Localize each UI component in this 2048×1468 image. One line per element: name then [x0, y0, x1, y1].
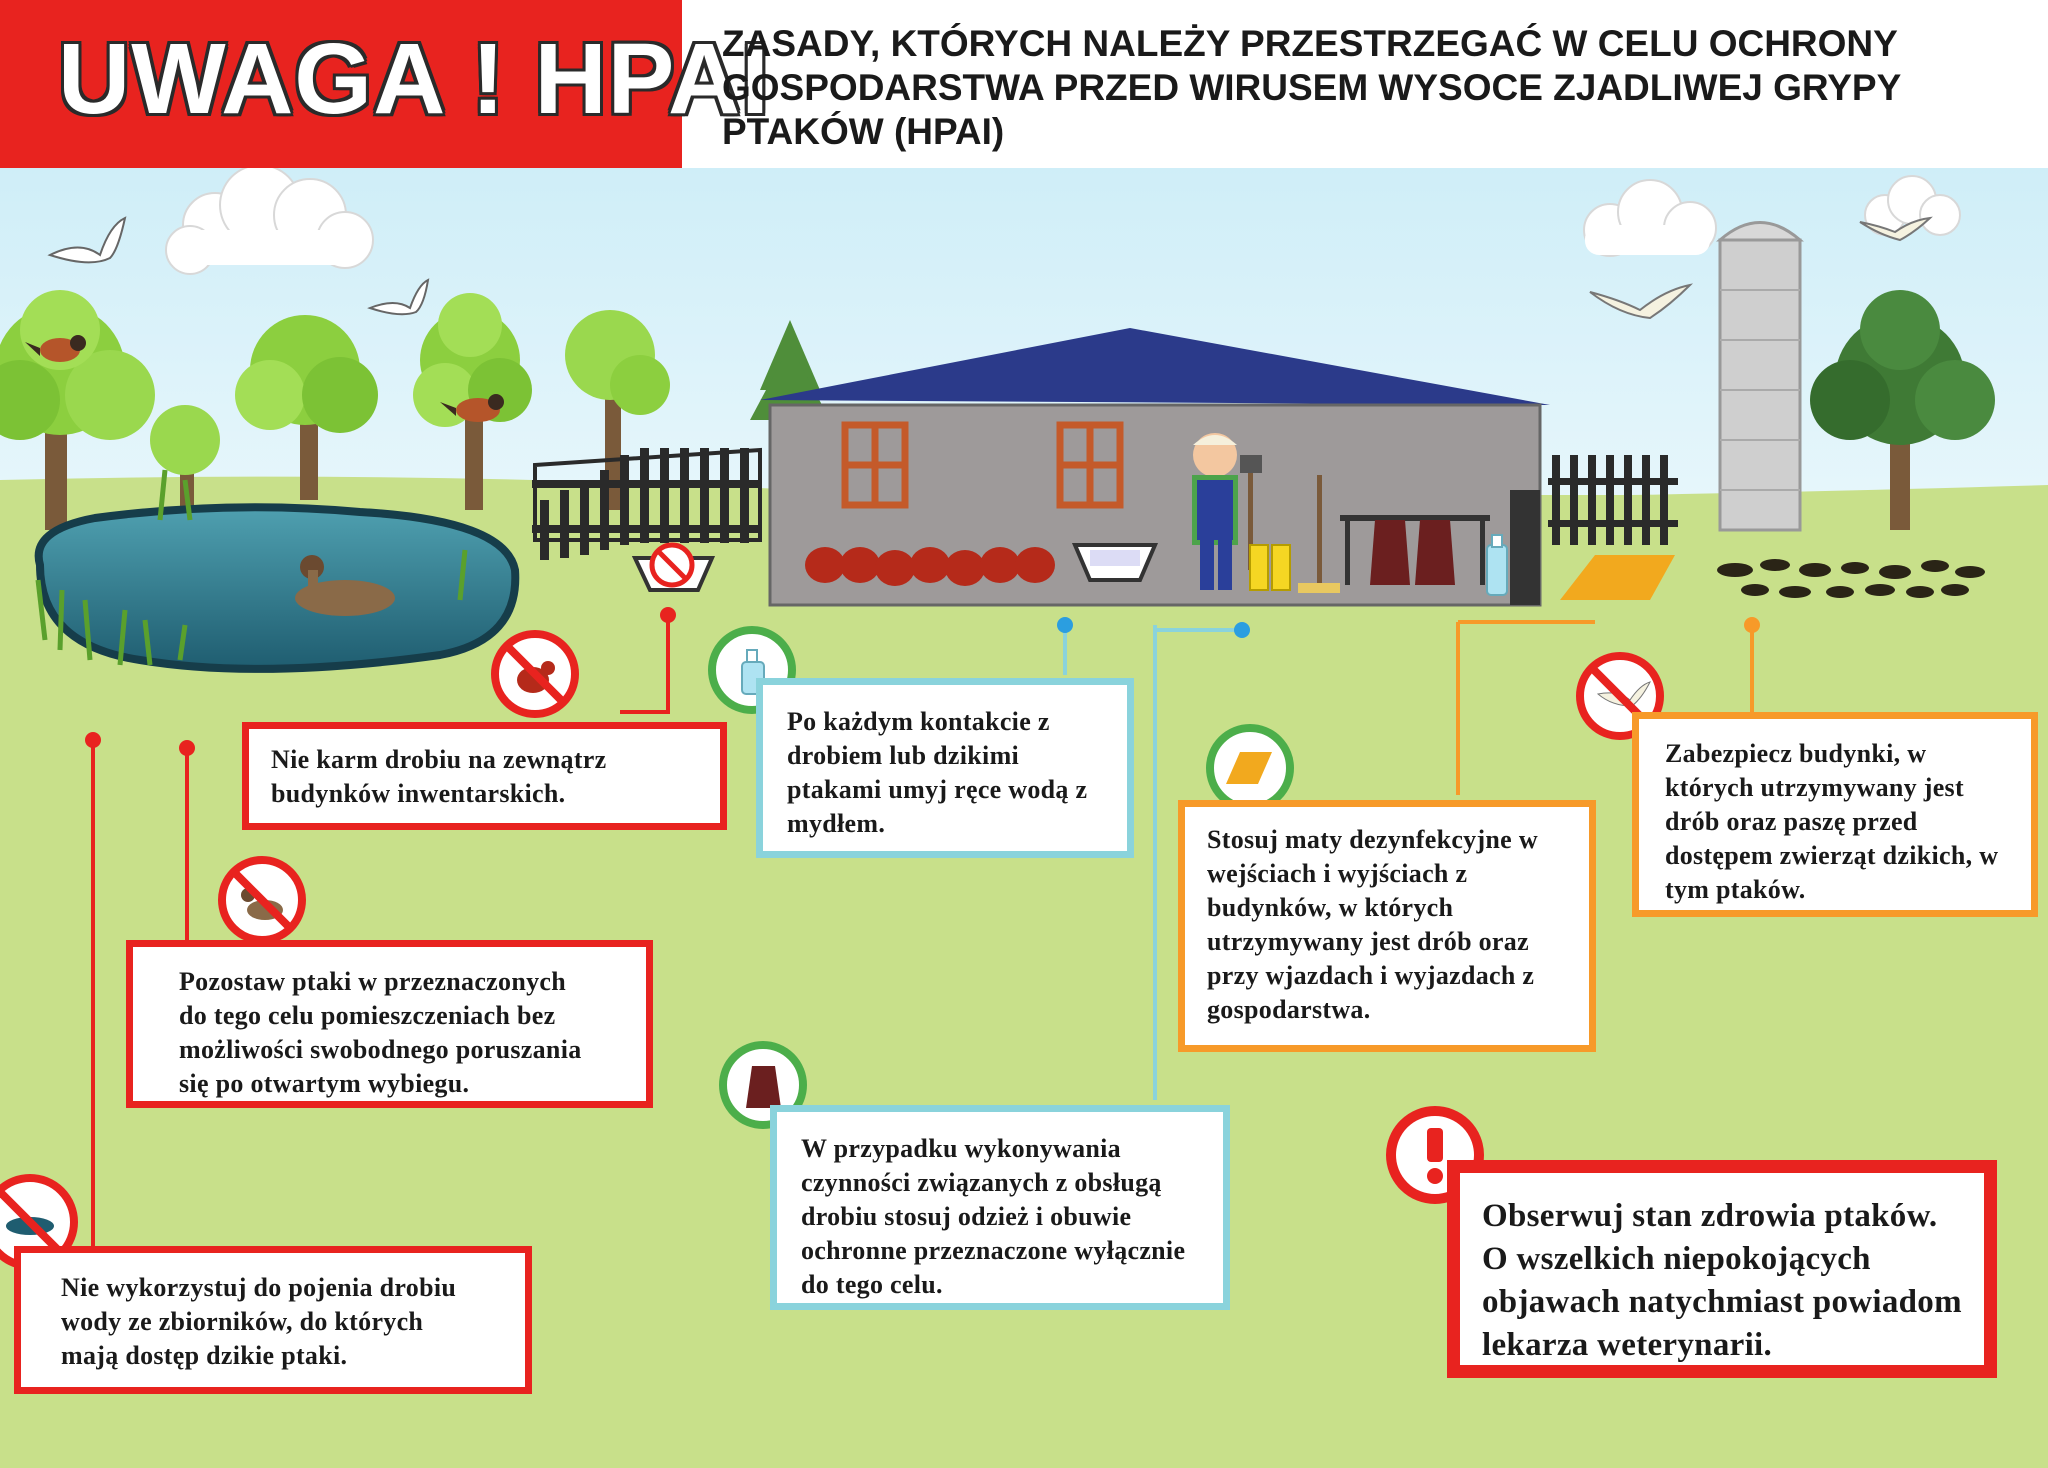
- sign-text: Nie karm drobiu na zewnątrz budynków inwentarskich.: [271, 745, 607, 808]
- badge-title: UWAGA ! HPAI: [58, 23, 770, 135]
- warning-badge: [0, 0, 770, 168]
- sign-text: Po każdym kontakcie z drobiem lub dzikimi ptakami umyj ręce wodą z mydłem.: [787, 707, 1088, 838]
- sign-keep-birds-indoors: [126, 940, 653, 1108]
- sign-text: W przypadku wykonywania czynności związanych z obsługą drobiu stosuj odzież i obuwie ochronne przeznaczone wyłącznie do tego celu.: [801, 1134, 1186, 1299]
- sign-observe-health: [1447, 1160, 1997, 1378]
- sign-wash-hands: [756, 678, 1134, 858]
- indoor-feeder: [1075, 545, 1155, 580]
- sign-text: Pozostaw ptaki w przeznaczonych do tego celu pomieszczeniach bez możliwości swobodnego poruszania się po otwartym wybiegu.: [179, 967, 582, 1098]
- sign-text: Nie wykorzystuj do pojenia drobiu wody ze zbiorników, do których mają dostęp dzikie ptaki.: [61, 1273, 457, 1370]
- sign-text: Stosuj maty dezynfekcyjne w wejściach i wyjściach z budynków, w których utrzymywany jest drób oraz przy wjazdach i wyjazdach z gospodarstwa.: [1207, 825, 1538, 1024]
- sign-no-outdoor-feeding: [242, 722, 727, 830]
- silo-icon: [1720, 223, 1800, 531]
- no-duck-icon: [222, 860, 302, 940]
- sign-text: Zabezpiecz budynki, w których utrzymywany jest drób oraz paszę przed dostępem zwierząt dzikich, w tym ptaków.: [1665, 739, 1999, 904]
- sign-no-wild-water: [14, 1246, 532, 1394]
- page-title: ZASADY, KTÓRYCH NALEŻY PRZESTRZEGAĆ W CELU OCHRONY GOSPODARSTWA PRZED WIRUSEM WYSOCE ZJADLIWEJ GRYPY PTAKÓW (HPAI): [722, 23, 1901, 152]
- sign-disinfection-mats: [1178, 800, 1596, 1052]
- sign-text: Obserwuj stan zdrowia ptaków. O wszelkich niepokojących objawach natychmiast powiadom lekarza weterynarii.: [1482, 1198, 1962, 1363]
- no-hen-icon: [495, 634, 575, 714]
- mat-icon: [1210, 728, 1290, 808]
- sign-secure-buildings: [1632, 712, 2038, 917]
- sign-protective-clothing: [770, 1105, 1230, 1310]
